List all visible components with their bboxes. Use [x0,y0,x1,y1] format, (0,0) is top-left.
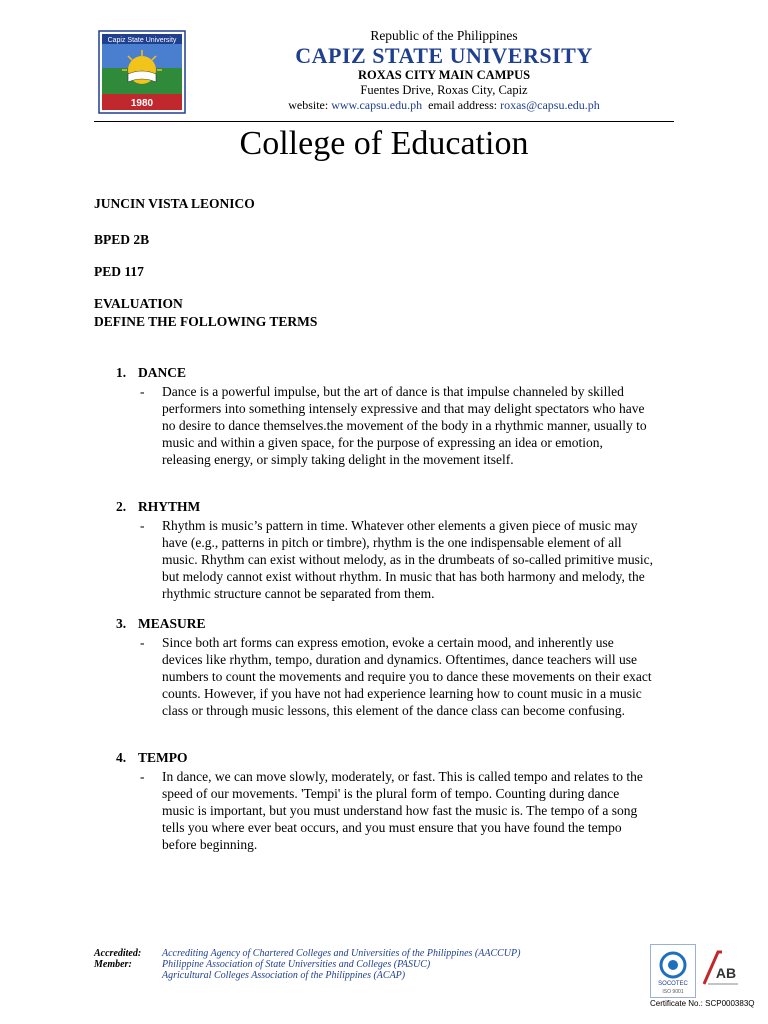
term-definition: In dance, we can move slowly, moderately, or fast. This is called tempo and relates to the speed of our movements. 'Tempi' is the plural form of tempo. Counting during dance music is important, but you must understand how fast the music is. The tempo of a song tells you where ever beat occurs, and you must ensure that you have found the tempo before beginning. [162,769,643,852]
term-number: 3. [116,616,127,631]
campus-name: ROXAS CITY MAIN CAMPUS [357,68,531,82]
term-title: TEMPO [138,750,188,765]
campus-address: Fuentes Drive, Roxas City, Capiz [360,83,528,97]
badge-socotec-text: SOCOTEC [658,981,688,987]
university-seal-logo [98,30,186,114]
email-label: email address: [428,98,498,112]
accreditation-footer [94,948,520,981]
term-title: RHYTHM [138,499,201,514]
contact-line [214,98,674,113]
bullet-dash: - [140,635,145,650]
member-body-1: Philippine Association of State Universities and Colleges (PASUC) [162,959,431,970]
page-title: College of Education [239,125,529,162]
accredited-body: Accrediting Agency of Chartered Colleges and Universities of the Philippines (AACCUP) [162,948,521,959]
term-definition: Rhythm is music’s pattern in time. Whatever other elements a given piece of music may have (e.g., patterns in pitch or timbre), rhythm is the one indispensable element of all music. Rhythm can exist without melody, as in the drumbeats of so-called primitive music, but melody cannot exist without rhythm. In music that has both harmony and melody, the rhythmic structure cannot be separated from them. [162,518,654,601]
email-link[interactable]: roxas@capsu.edu.ph [500,98,600,112]
ab-accreditation-badge [700,944,742,996]
letterhead [94,22,674,118]
term-item-measure [94,615,674,719]
header-divider [94,121,674,122]
instructions-heading: DEFINE THE FOLLOWING TERMS [94,314,318,329]
member-body-2: Agricultural Colleges Association of the Philippines (ACAP) [162,970,406,981]
evaluation-heading: EVALUATION [94,296,183,311]
term-number: 2. [116,499,127,514]
term-item-rhythm [94,498,674,602]
term-definition: Since both art forms can express emotion, evoke a certain mood, and inherently use devices like rhythm, tempo, duration and dynamics. Oftentimes, dance teachers will use numbers to count the movements and require you to dance these movements on their exact counts. However, if you have not had experience learning how to count music in a music class or through music lessons, this element of the dance class can become confusing. [162,635,652,718]
accredited-label: Accredited: [94,948,142,959]
member-label: Member: [94,959,132,970]
svg-text:Capiz State University: Capiz State University [107,37,177,44]
republic-line: Republic of the Philippines [370,28,518,43]
bullet-dash: - [140,518,145,533]
bullet-dash: - [140,769,145,784]
socotec-iso-badge [650,944,696,998]
student-name: JUNCIN VISTA LEONICO [94,196,255,211]
course-code: PED 117 [94,264,144,279]
term-item-tempo [94,749,674,853]
university-name: CAPIZ STATE UNIVERSITY [295,43,593,68]
badge-iso-text: ISO 9001 [662,989,684,995]
certificate-number: Certificate No.: SCP000383Q [650,999,755,1008]
website-label: website: [288,98,329,112]
bullet-dash: - [140,384,145,399]
term-title: DANCE [138,365,187,380]
term-item-dance [94,364,674,468]
badge-ab-text: AB [715,965,737,981]
term-number: 4. [116,750,127,765]
website-link[interactable]: www.capsu.edu.ph [331,98,423,112]
student-section: BPED 2B [94,232,150,247]
term-definition: Dance is a powerful impulse, but the art of dance is that impulse channeled by skilled performers into something intensely expressive and that may delight spectators who have no desire to dance themselves.the movement of the body in a rhythmic manner, usually to music and within a given space, for the purpose of expressing an idea or emotion, releasing energy, or simply taking delight in the movement itself. [162,384,647,467]
term-title: MEASURE [138,616,206,631]
term-number: 1. [116,365,127,380]
svg-text:1980: 1980 [130,98,154,109]
